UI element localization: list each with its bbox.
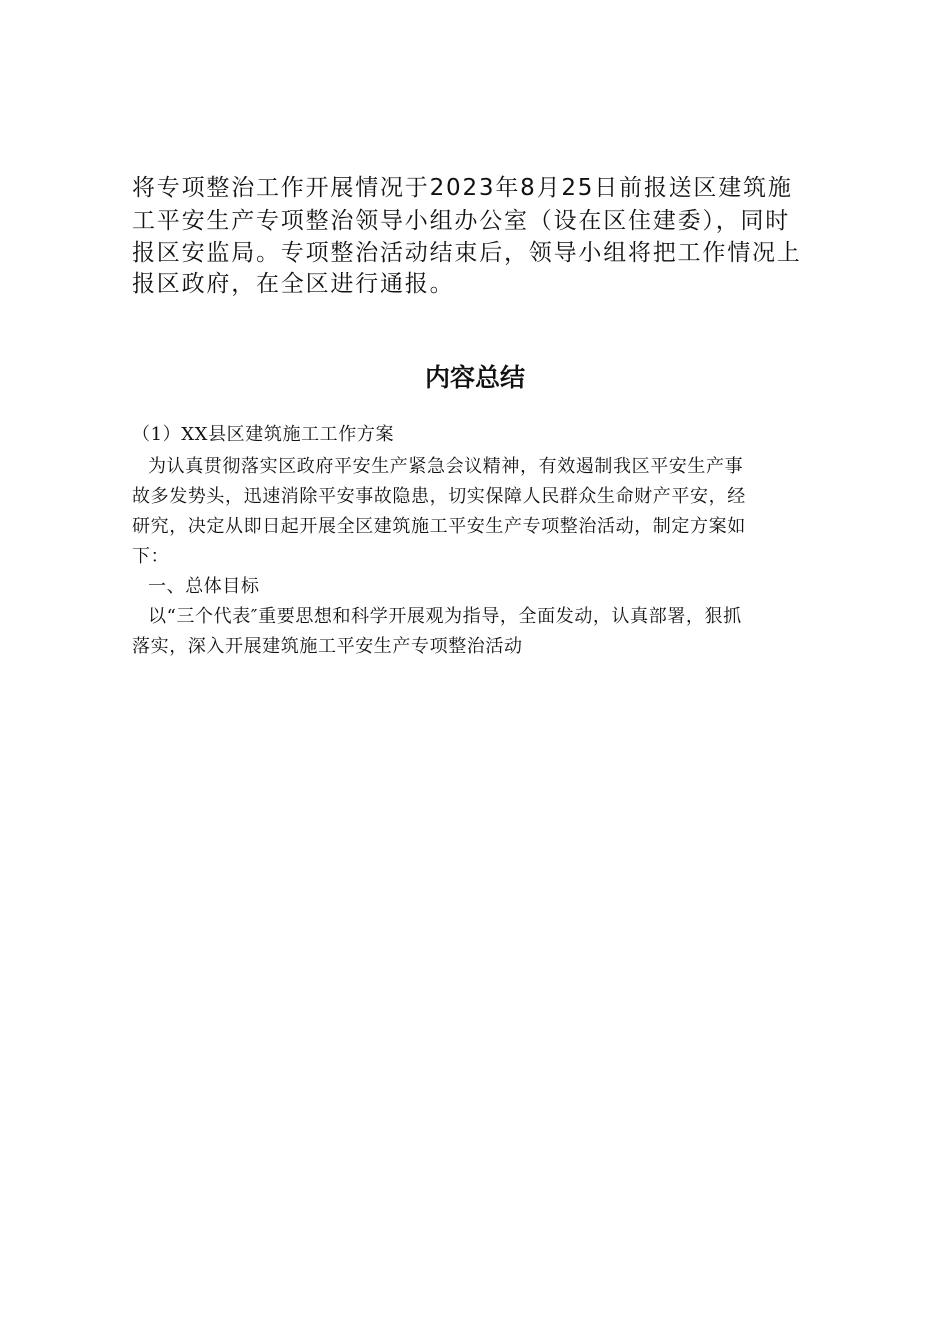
- paragraph-line: 报区政府，在全区进行通报。: [132, 271, 455, 297]
- paragraph-line: 将专项整治工作开展情况于2023年8月25日前报送区建筑施: [132, 175, 793, 201]
- paragraph-line: 故多发势头，迅速消除平安事故隐患，切实保障人民群众生命财产平安，经: [132, 486, 746, 507]
- paragraph-line: 以“三个代表″重要思想和科学开展观为指导，全面发动，认真部署，狠抓: [148, 606, 742, 627]
- paragraph-line: 为认真贯彻落实区政府平安生产紧急会议精神，有效遏制我区平安生产事: [148, 456, 744, 477]
- summary-heading: 内容总结: [424, 362, 525, 392]
- paragraph-line: 下：: [132, 546, 170, 567]
- paragraph-line: 落实，深入开展建筑施工平安生产专项整治活动: [132, 636, 523, 657]
- paragraph-line: 报区安监局。专项整治活动结束后，领导小组将把工作情况上: [132, 240, 802, 266]
- paragraph-line: 研究，决定从即日起开展全区建筑施工平安生产专项整治活动，制定方案如: [132, 516, 746, 537]
- section-heading: 一、总体目标: [148, 576, 260, 597]
- paragraph-line: 工平安生产专项整治领导小组办公室（设在区住建委），同时: [132, 208, 791, 234]
- item-title: （1）XX县区建筑施工工作方案: [132, 424, 395, 445]
